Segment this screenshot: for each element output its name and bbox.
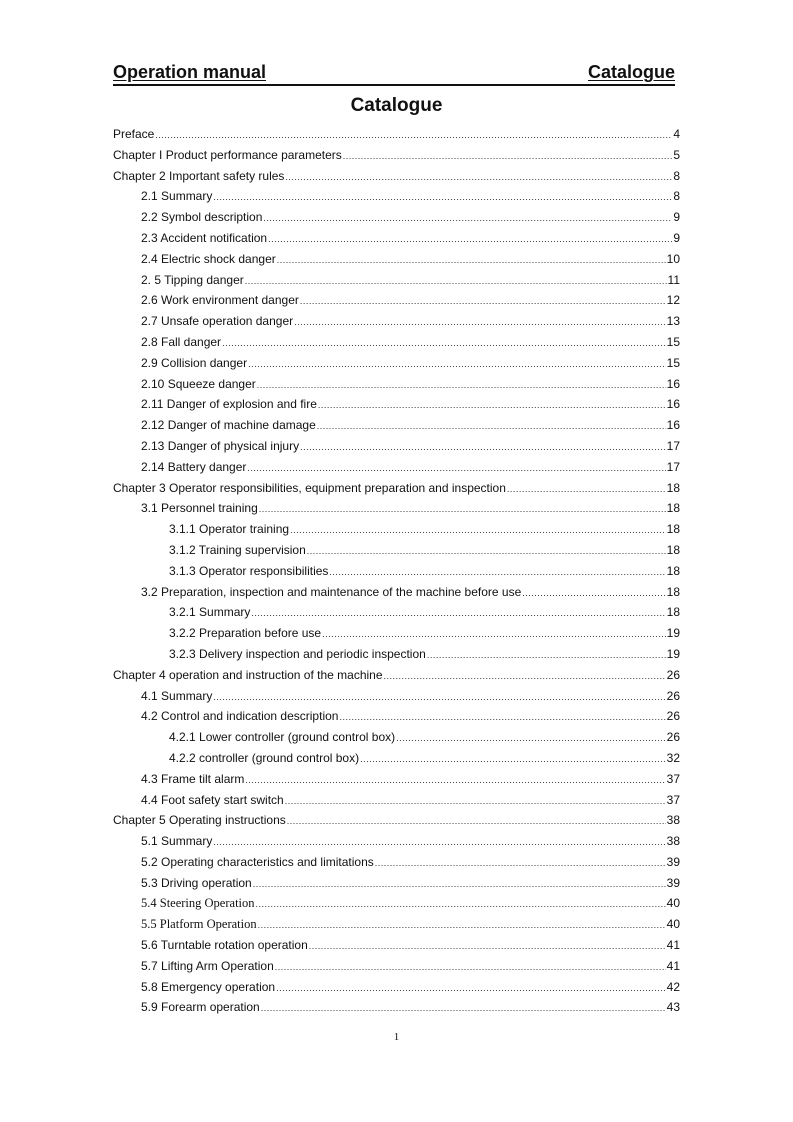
toc-entry-title: Chapter 2 Important safety rules [113, 168, 285, 183]
toc-leader-dots [522, 588, 665, 598]
toc-entry-title: 5.1 Summary [141, 834, 213, 849]
toc-leader-dots [285, 796, 666, 806]
toc-leader-dots [318, 400, 666, 410]
toc-entry-title: Chapter I Product performance parameters [113, 147, 342, 162]
toc-entry-page: 18 [666, 584, 680, 599]
toc-entry[interactable] [113, 751, 680, 772]
toc-leader-dots [309, 941, 666, 951]
toc-entry[interactable] [113, 314, 680, 335]
toc-entry-title: Chapter 5 Operating instructions [113, 813, 286, 828]
toc-entry-title: 3.1.2 Training supervision [169, 542, 306, 557]
table-of-contents [113, 127, 680, 1021]
toc-leader-dots [360, 754, 666, 764]
toc-entry-page: 15 [666, 355, 680, 370]
toc-entry-page: 37 [666, 771, 680, 786]
toc-entry-page: 43 [666, 1000, 680, 1015]
toc-entry[interactable] [113, 439, 680, 460]
toc-leader-dots [285, 172, 672, 182]
toc-leader-dots [245, 276, 667, 286]
toc-leader-dots [277, 255, 666, 265]
toc-leader-dots [268, 234, 672, 244]
toc-entry[interactable] [113, 813, 680, 834]
page-number: 1 [393, 1031, 400, 1043]
toc-entry[interactable] [113, 730, 680, 751]
toc-leader-dots [307, 546, 666, 556]
toc-entry-title: Chapter 3 Operator responsibilities, equipment preparation and inspection [113, 480, 506, 495]
toc-leader-dots [155, 130, 672, 140]
toc-leader-dots [427, 650, 666, 660]
toc-entry-page: 41 [666, 938, 680, 953]
toc-leader-dots [261, 1003, 666, 1013]
toc-entry-page: 19 [666, 646, 680, 661]
toc-entry[interactable] [113, 772, 680, 793]
toc-leader-dots [263, 213, 672, 223]
toc-leader-dots [213, 692, 665, 702]
toc-entry-title: 2. 5 Tipping danger [141, 272, 244, 287]
toc-entry-page: 16 [666, 418, 680, 433]
toc-entry-page: 8 [673, 189, 680, 204]
toc-entry-title: 5.2 Operating characteristics and limitations [141, 854, 374, 869]
toc-entry[interactable] [113, 917, 680, 938]
toc-entry-page: 4 [673, 127, 680, 141]
toc-entry-page: 18 [666, 480, 680, 495]
toc-entry-title: 2.3 Accident notification [141, 230, 268, 245]
toc-entry-title: 4.3 Frame tilt alarm [141, 771, 245, 786]
toc-entry-title: 2.13 Danger of physical injury [141, 438, 300, 453]
toc-leader-dots [287, 816, 666, 826]
toc-entry-page: 16 [666, 397, 680, 412]
toc-entry-page: 17 [666, 459, 680, 474]
toc-entry[interactable] [113, 210, 680, 231]
toc-entry-title: 5.9 Forearm operation [141, 1000, 260, 1015]
toc-entry-page: 10 [666, 251, 680, 266]
toc-entry-title: 2.6 Work environment danger [141, 293, 299, 308]
toc-entry-page: 9 [673, 210, 680, 225]
toc-entry-title: 3.1.3 Operator responsibilities [169, 563, 329, 578]
toc-entry-title: 2.1 Summary [141, 189, 213, 204]
toc-entry[interactable] [113, 522, 680, 543]
toc-entry-title: Chapter 4 operation and instruction of the machine [113, 667, 383, 682]
toc-entry[interactable] [113, 689, 680, 710]
toc-leader-dots [300, 442, 666, 452]
toc-entry-title: 2.14 Battery danger [141, 459, 247, 474]
toc-entry-title: 3.1 Personnel training [141, 501, 258, 516]
toc-entry[interactable] [113, 834, 680, 855]
toc-leader-dots [507, 484, 666, 494]
toc-entry-page: 18 [666, 522, 680, 537]
toc-entry-page: 16 [666, 376, 680, 391]
toc-entry-title: 5.7 Lifting Arm Operation [141, 958, 274, 973]
toc-entry[interactable] [113, 896, 680, 917]
toc-entry[interactable] [113, 543, 680, 564]
toc-entry[interactable] [113, 1000, 680, 1021]
toc-entry-page: 12 [666, 293, 680, 308]
toc-entry-title: 2.10 Squeeze danger [141, 376, 256, 391]
toc-leader-dots [259, 504, 666, 514]
toc-leader-dots [258, 920, 666, 930]
toc-entry-title: 3.2 Preparation, inspection and maintenance of the machine before use [141, 584, 522, 599]
toc-entry-title: 5.4 Steering Operation [141, 896, 255, 911]
toc-entry[interactable] [113, 668, 680, 689]
toc-leader-dots [251, 608, 665, 618]
toc-entry-title: 2.2 Symbol description [141, 210, 263, 225]
toc-leader-dots [300, 296, 666, 306]
header-section: Catalogue [587, 62, 675, 82]
toc-entry-title: 3.2.1 Summary [169, 605, 251, 620]
toc-entry-title: Preface [113, 127, 155, 141]
toc-entry-title: 5.8 Emergency operation [141, 979, 276, 994]
toc-entry[interactable] [113, 335, 680, 356]
toc-entry-page: 19 [666, 626, 680, 641]
toc-entry-title: 5.3 Driving operation [141, 875, 252, 890]
toc-entry[interactable] [113, 231, 680, 252]
toc-entry[interactable] [113, 585, 680, 606]
toc-leader-dots [375, 858, 666, 868]
toc-entry[interactable] [113, 356, 680, 377]
toc-entry[interactable] [113, 189, 680, 210]
toc-entry[interactable] [113, 605, 680, 626]
toc-leader-dots [294, 317, 666, 327]
toc-entry-title: 2.12 Danger of machine damage [141, 418, 316, 433]
toc-entry-title: 2.9 Collision danger [141, 355, 248, 370]
toc-entry[interactable] [113, 709, 680, 730]
toc-entry-page: 39 [666, 875, 680, 890]
toc-leader-dots [384, 671, 666, 681]
toc-entry-page: 26 [666, 709, 680, 724]
toc-entry[interactable] [113, 169, 680, 190]
toc-entry[interactable] [113, 148, 680, 169]
toc-entry-page: 26 [666, 667, 680, 682]
toc-entry-title: 3.2.2 Preparation before use [169, 626, 322, 641]
toc-leader-dots [290, 525, 666, 535]
toc-entry-page: 15 [666, 334, 680, 349]
toc-entry[interactable] [113, 959, 680, 980]
toc-entry[interactable] [113, 481, 680, 502]
toc-entry-page: 37 [666, 792, 680, 807]
toc-leader-dots [317, 421, 666, 431]
toc-entry-page: 42 [666, 979, 680, 994]
header-title: Operation manual [113, 62, 267, 82]
toc-entry[interactable] [113, 938, 680, 959]
toc-entry-page: 26 [666, 688, 680, 703]
toc-leader-dots [253, 879, 666, 889]
toc-leader-dots [339, 712, 665, 722]
toc-entry-title: 5.5 Platform Operation [141, 917, 257, 932]
toc-leader-dots [248, 359, 666, 369]
toc-leader-dots [275, 962, 666, 972]
toc-entry-page: 11 [667, 272, 680, 287]
toc-entry-title: 2.4 Electric shock danger [141, 251, 276, 266]
toc-entry-page: 40 [666, 896, 680, 911]
toc-entry-page: 38 [666, 834, 680, 849]
toc-entry[interactable] [113, 564, 680, 585]
toc-entry[interactable] [113, 793, 680, 814]
toc-entry-page: 38 [666, 813, 680, 828]
toc-entry[interactable] [113, 397, 680, 418]
toc-leader-dots [213, 837, 665, 847]
toc-entry-page: 26 [666, 730, 680, 745]
toc-leader-dots [329, 567, 665, 577]
toc-entry[interactable] [113, 855, 680, 876]
toc-entry[interactable] [113, 377, 680, 398]
toc-entry-title: 3.2.3 Delivery inspection and periodic inspection [169, 646, 426, 661]
toc-entry-title: 2.11 Danger of explosion and fire [141, 397, 317, 412]
toc-entry-page: 18 [666, 542, 680, 557]
toc-leader-dots [276, 983, 666, 993]
toc-entry-title: 4.2 Control and indication description [141, 709, 339, 724]
toc-entry[interactable] [113, 501, 680, 522]
toc-entry-title: 4.1 Summary [141, 688, 213, 703]
toc-leader-dots [213, 192, 672, 202]
toc-leader-dots [257, 380, 666, 390]
toc-entry-page: 40 [666, 917, 680, 932]
toc-leader-dots [247, 463, 665, 473]
toc-leader-dots [245, 775, 665, 785]
toc-entry-title: 3.1.1 Operator training [169, 522, 290, 537]
toc-entry[interactable] [113, 876, 680, 897]
toc-entry-page: 32 [666, 750, 680, 765]
toc-leader-dots [343, 151, 673, 161]
page-title: Catalogue [350, 95, 443, 116]
toc-entry-title: 4.2.1 Lower controller (ground control box) [169, 730, 396, 745]
toc-entry[interactable] [113, 127, 680, 148]
toc-entry-page: 18 [666, 501, 680, 516]
toc-leader-dots [322, 629, 666, 639]
toc-entry-title: 4.4 Foot safety start switch [141, 792, 284, 807]
toc-entry-title: 2.8 Fall danger [141, 334, 222, 349]
toc-entry[interactable] [113, 418, 680, 439]
toc-entry[interactable] [113, 626, 680, 647]
toc-entry-page: 8 [673, 168, 680, 183]
toc-entry-page: 9 [673, 230, 680, 245]
toc-entry[interactable] [113, 980, 680, 1001]
toc-entry[interactable] [113, 293, 680, 314]
toc-entry[interactable] [113, 252, 680, 273]
toc-entry-page: 18 [666, 563, 680, 578]
running-header [113, 58, 675, 86]
toc-leader-dots [222, 338, 666, 348]
toc-entry[interactable] [113, 647, 680, 668]
toc-leader-dots [256, 899, 666, 909]
toc-entry-title: 2.7 Unsafe operation danger [141, 314, 294, 329]
toc-leader-dots [396, 733, 666, 743]
toc-entry-title: 5.6 Turntable rotation operation [141, 938, 308, 953]
toc-entry-page: 13 [666, 314, 680, 329]
toc-entry[interactable] [113, 460, 680, 481]
toc-entry[interactable] [113, 273, 680, 294]
toc-entry-title: 4.2.2 controller (ground control box) [169, 750, 360, 765]
toc-entry-page: 17 [666, 438, 680, 453]
toc-entry-page: 41 [666, 958, 680, 973]
toc-entry-page: 5 [673, 147, 680, 162]
toc-entry-page: 18 [666, 605, 680, 620]
toc-entry-page: 39 [666, 854, 680, 869]
